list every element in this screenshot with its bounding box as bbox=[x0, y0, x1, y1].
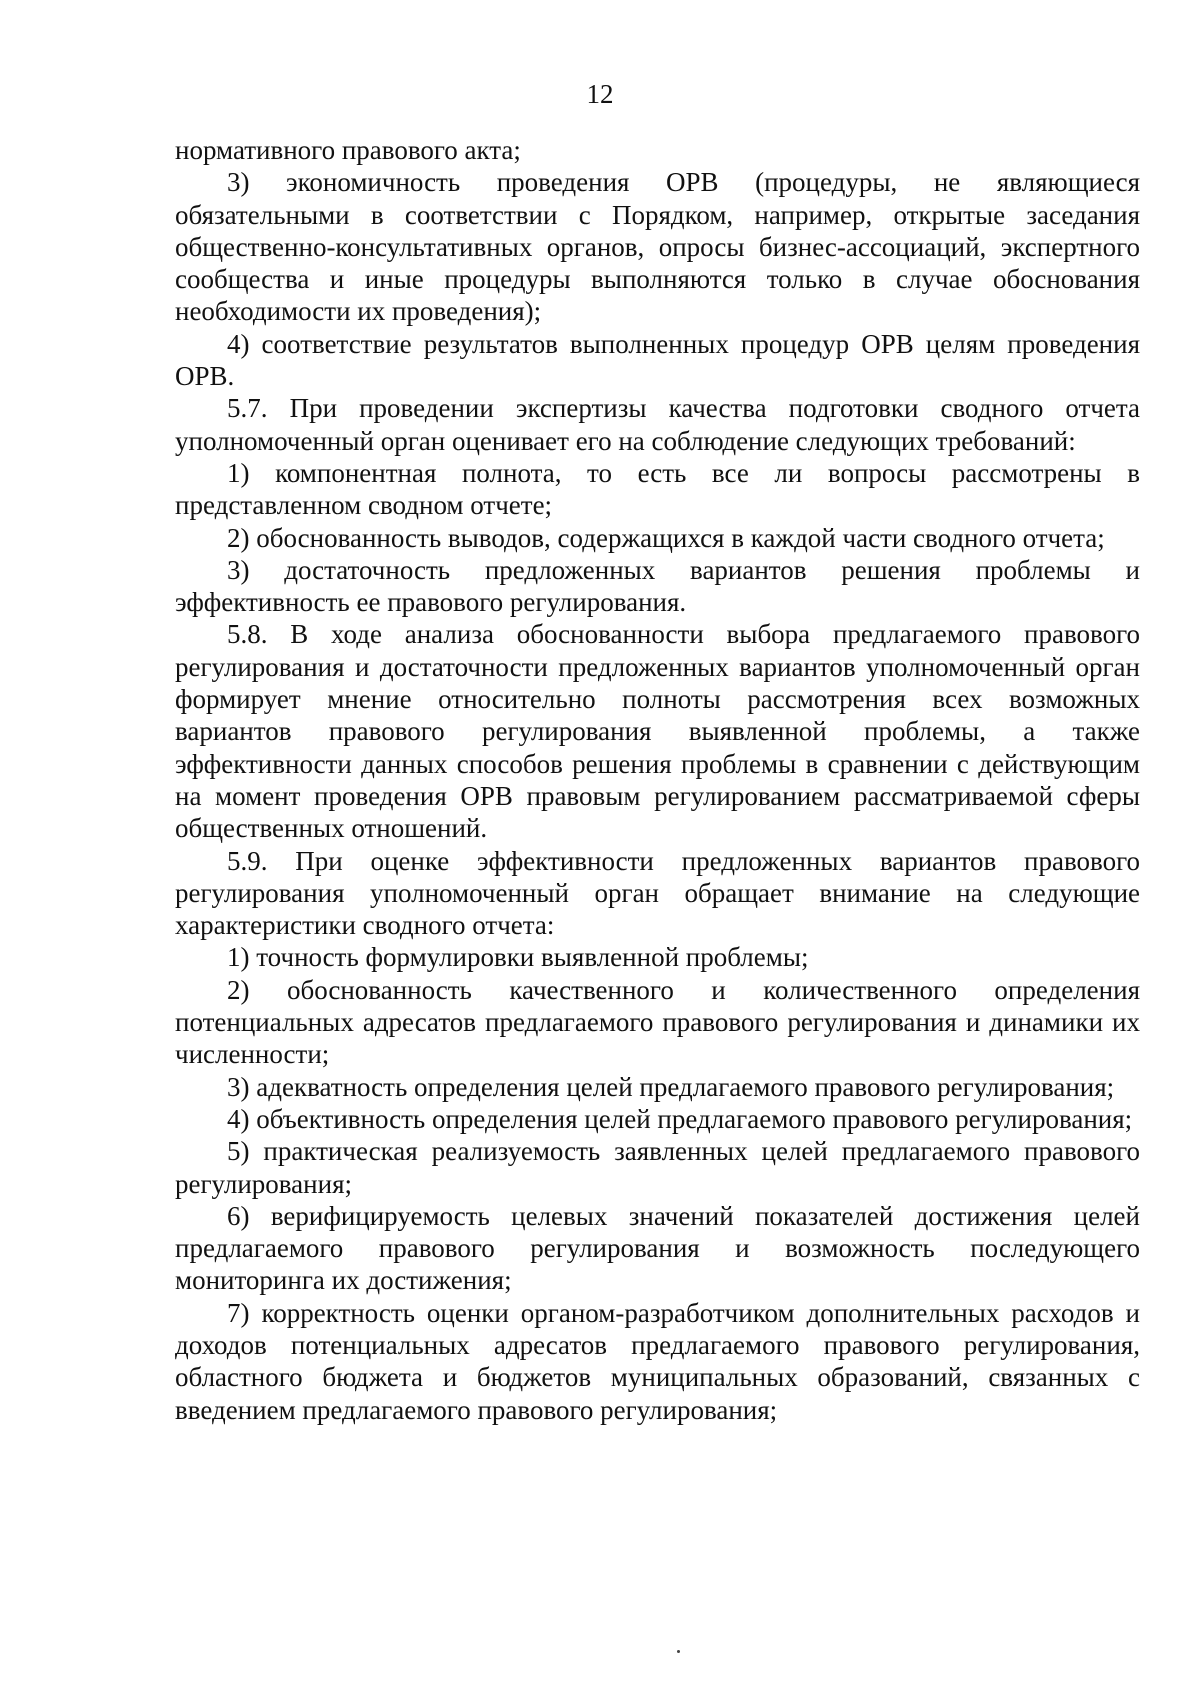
paragraph: 3) адекватность определения целей предлагаемого правового регулирования; bbox=[227, 1071, 1115, 1102]
paragraph: 5.7. При проведении экспертизы качества подготовки сводного отчета уполномоченный орган оценивает его на соблюдение следующих требований: bbox=[175, 393, 1140, 456]
paragraph: 1) точность формулировки выявленной проблемы; bbox=[227, 942, 809, 973]
paragraph: 1) компонентная полнота, то есть все ли вопросы рассмотрены в представленном сводном отчете; bbox=[175, 457, 1140, 521]
paragraph: 3) экономичность проведения ОРВ (процедуры, не являющиеся обязательными в соответствии с Порядком, например, открытые заседания общественно-консультативных органов, опросы бизнес-ассоциаций, экспертного сообщества и иные процедуры выполняются только в случае обоснования необходимости их проведения); bbox=[175, 167, 1140, 327]
paragraph: 2) обоснованность выводов, содержащихся в каждой части сводного отчета; bbox=[227, 522, 1105, 553]
paragraph: 3) достаточность предложенных вариантов решения проблемы и эффективность ее правового регулирования. bbox=[175, 554, 1140, 618]
scan-speck bbox=[677, 1650, 680, 1653]
paragraph: 5) практическая реализуемость заявленных целей предлагаемого правового регулирования; bbox=[175, 1136, 1140, 1199]
paragraph: 7) корректность оценки органом-разработчиком дополнительных расходов и доходов потенциальных адресатов предлагаемого правового регулирования, областного бюджета и бюджетов муниципальных образований, связанных с введением предлагаемого правового регулирования; bbox=[175, 1297, 1140, 1425]
paragraph: нормативного правового акта; bbox=[175, 135, 521, 165]
page-number: 12 bbox=[586, 79, 614, 109]
paragraph: 6) верифицируемость целевых значений показателей достижения целей предлагаемого правового регулирования и возможность последующего мониторинга их достижения; bbox=[175, 1200, 1140, 1296]
document-body bbox=[175, 134, 1140, 1426]
paragraph: 5.8. В ходе анализа обоснованности выбора предлагаемого правового регулирования и достаточности предложенных вариантов уполномоченный орган формирует мнение относительно полноты рассмотрения всех возможных вариантов правового регулирования выявленной проблемы, а также эффективности данных способов решения проблемы в сравнении с действующим на момент проведения ОРВ правовым регулированием рассматриваемой сферы общественных отношений. bbox=[175, 619, 1140, 844]
paragraph: 4) объективность определения целей предлагаемого правового регулирования; bbox=[227, 1103, 1133, 1134]
paragraph: 4) соответствие результатов выполненных процедур ОРВ целям проведения ОРВ. bbox=[175, 328, 1140, 392]
paragraph: 5.9. При оценке эффективности предложенных вариантов правового регулирования уполномоченный орган обращает внимание на следующие характеристики сводного отчета: bbox=[175, 845, 1140, 941]
paragraph: 2) обоснованность качественного и количественного определения потенциальных адресатов предлагаемого правового регулирования и динамики их численности; bbox=[175, 974, 1140, 1070]
